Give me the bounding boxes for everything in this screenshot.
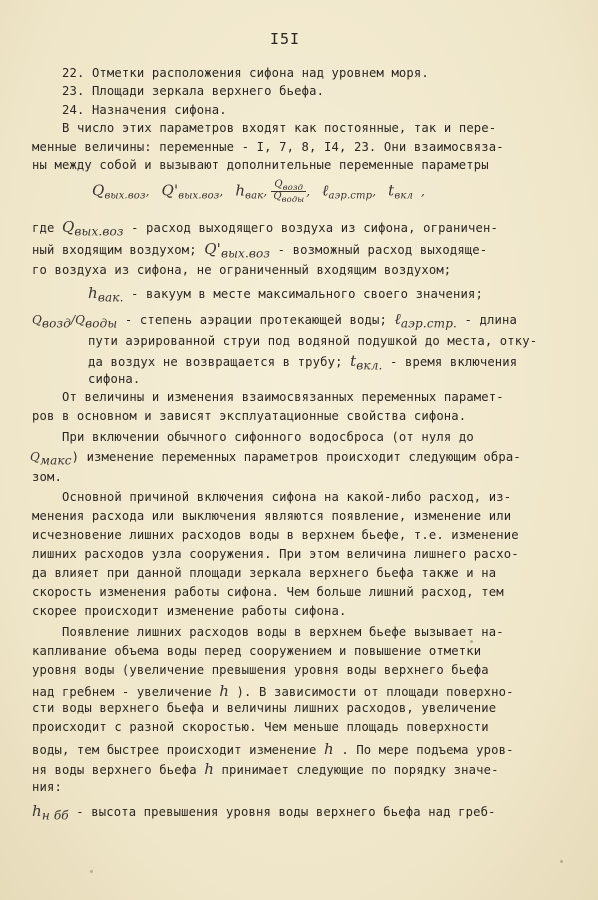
list-item-23: 23. Площади зеркала верхнего бьефа.: [62, 84, 325, 98]
aeration-fraction: $\frac{Q_{возд}}{Q_{воды}}$: [273, 179, 305, 205]
para4-line1: Основной причиной включения сифона на какой-либо расход, из-: [62, 490, 512, 504]
para5-line7: воды, тем быстрее происходит изменение h . По мере подъема уров-: [32, 740, 514, 758]
para4-line6: скорость изменения работы сифона. Чем больше лишний расход, тем: [32, 585, 504, 599]
para3-line3: зом.: [32, 470, 62, 484]
para5-line3: уровня воды (увеличение превышения уровня воды верхнего бьефа: [32, 663, 489, 677]
para1-line3: ны между собой и вызывают дополнительные переменные параметры: [32, 158, 489, 172]
para5-line8: ня воды верхнего бьефа h принимает следующие по порядку значе-: [32, 760, 499, 778]
para5-line6: происходит с разной скоростью. Чем меньше площадь поверхности: [32, 720, 489, 734]
def-line5: $Q_{возд}/Q_{воды}$ - степень аэрации протекающей воды; ℓ$_{аэр.стр.}$ - длина: [32, 310, 517, 331]
para2-line2: ров в основном и зависят эксплуатационные свойства сифона.: [32, 409, 467, 423]
para5-line9: ния:: [32, 780, 62, 794]
list-item-22: 22. Отметки расположения сифона над уровнем моря.: [62, 66, 429, 80]
para1-line1: В число этих параметров входят как постоянные, так и пере-: [62, 121, 497, 135]
para4-line3: исчезновение лишних расходов воды в верхнем бьефе, т.е. изменение: [32, 528, 519, 542]
para2-line1: От величины и изменения взаимосвязанных переменных парамет-: [62, 390, 504, 404]
para4-line4: лишних расходов узла сооружения. При этом величина лишнего расхо-: [32, 547, 519, 561]
para3-line1: При включении обычного сифонного водосброса (от нуля до: [62, 430, 474, 444]
para4-line5: да влияет при данной площади зеркала верхнего бьефа также и на: [32, 566, 497, 580]
list-item-24: 24. Назначения сифона.: [62, 103, 227, 117]
paper-speck: [90, 870, 93, 873]
variable-formula: $Q_{вых.воз}$, $Q'_{вых.воз}$, $h_{вак}$, $\frac{Q_{возд}}{Q_{воды}}$ , ℓ$_{аэр.стр}$, $t_{вкл}$ ,: [92, 179, 425, 205]
def-line7: да воздух не возвращается в трубу; $t_{вкл.}$ - время включения: [88, 352, 518, 373]
para5-line10: $h_{н бб}$ - высота превышения уровня воды верхнего бьефа над греб-: [32, 802, 496, 823]
def-line6: пути аэрированной струи под водяной подушкой до места, отку-: [88, 334, 538, 348]
def-line3: го воздуха из сифона, не ограниченный входящим воздухом;: [32, 263, 452, 277]
def-line8: сифона.: [88, 372, 141, 386]
paper-speck: [470, 640, 473, 643]
para5-line5: сти воды верхнего бьефа и величины лишних расходов, увеличение: [32, 701, 497, 715]
para5-line1: Появление лишних расходов воды в верхнем бьефе вызывает на-: [62, 625, 504, 639]
para5-line2: капливание объема воды перед сооружением и повышение отметки: [32, 644, 482, 658]
def-line2: ный входящим воздухом; $Q'_{вых.воз}$ - возможный расход выходяще-: [32, 240, 488, 261]
page-number: I5I: [270, 30, 301, 48]
para3-line2: $Q_{макс}$) изменение переменных параметров происходит следующим обра-: [30, 450, 521, 468]
para4-line7: скорее происходит изменение работы сифона.: [32, 604, 347, 618]
para1-line2: менные величины: переменные - I, 7, 8, I4, 23. Они взаимосвяза-: [32, 140, 504, 154]
def-line4: $h_{вак.}$ - вакуум в месте максимального своего значения;: [88, 284, 483, 305]
para5-line4: над гребнем - увеличение h ). В зависимости от площади поверхно-: [32, 682, 514, 700]
paper-speck: [560, 860, 563, 863]
def-line1: где $Q_{вых.воз}$ - расход выходящего воздуха из сифона, ограничен-: [32, 218, 498, 239]
para4-line2: менения расхода или выключения являются появление, изменение или: [32, 509, 512, 523]
